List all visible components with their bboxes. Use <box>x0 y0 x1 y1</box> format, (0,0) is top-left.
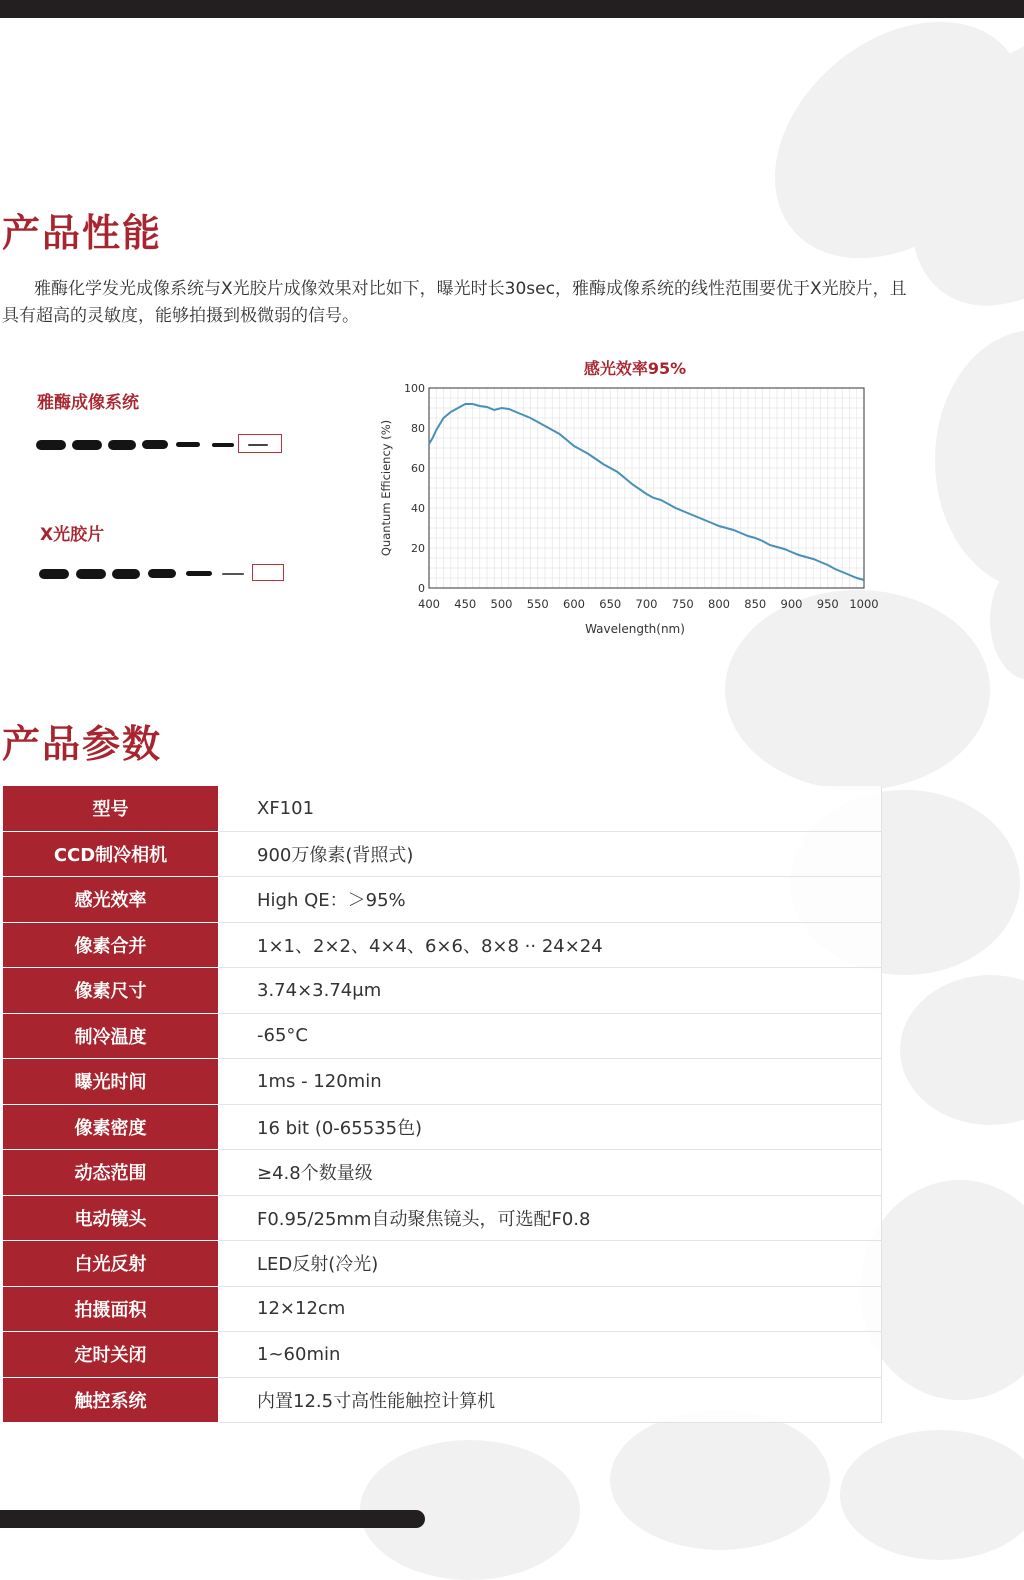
x-tick-label: 500 <box>490 597 513 611</box>
x-tick-label: 800 <box>708 597 730 611</box>
param-key: 型号 <box>3 786 219 831</box>
x-tick-label: 700 <box>635 597 658 611</box>
param-key: 制冷温度 <box>3 1013 219 1059</box>
blot-band <box>108 440 136 450</box>
background-decoration <box>935 330 1024 590</box>
table-row <box>3 831 882 877</box>
top-bar <box>0 0 1024 18</box>
background-decoration <box>610 1410 830 1550</box>
blot-band <box>39 569 69 579</box>
chart-title: 感光效率95% <box>583 359 687 378</box>
x-tick-label: 1000 <box>849 597 879 611</box>
param-key: 定时关闭 <box>3 1332 219 1378</box>
param-value: 1~60min <box>219 1332 882 1378</box>
table-row <box>3 1104 882 1150</box>
table-row <box>3 786 882 831</box>
x-tick-label: 950 <box>816 597 839 611</box>
background-decoration <box>900 975 1024 1125</box>
qe-chart <box>370 352 900 652</box>
label-imaging-system: 雅酶成像系统 <box>37 393 139 413</box>
bottom-bar <box>0 1510 425 1528</box>
intro-paragraph: 雅酶化学发光成像系统与X光胶片成像效果对比如下，曝光时长30sec，雅酶成像系统的线性范围要优于X光胶片，且具有超高的灵敏度，能够拍摄到极微弱的信号。 <box>2 279 907 326</box>
blot-band <box>76 569 106 579</box>
y-axis-ticks <box>404 382 425 595</box>
x-tick-label: 450 <box>454 597 477 611</box>
y-tick-label: 20 <box>411 542 425 555</box>
table-row <box>3 1150 882 1196</box>
param-value: 内置12.5寸高性能触控计算机 <box>219 1377 882 1423</box>
x-tick-label: 850 <box>744 597 767 611</box>
x-tick-label: 550 <box>526 597 549 611</box>
blot-band <box>176 442 200 447</box>
highlight-box <box>252 564 284 581</box>
blot-band <box>186 571 212 576</box>
table-row <box>3 1059 882 1105</box>
table-row <box>3 922 882 968</box>
param-value: LED反射(冷光) <box>219 1241 882 1287</box>
blot-imaging-system <box>36 435 286 455</box>
table-row <box>3 1195 882 1241</box>
param-value: XF101 <box>219 786 882 831</box>
background-decoration <box>840 1430 1024 1560</box>
param-key: 曝光时间 <box>3 1059 219 1105</box>
param-key: 像素尺寸 <box>3 968 219 1014</box>
blot-xray-film <box>36 564 286 584</box>
param-value: 3.74×3.74μm <box>219 968 882 1014</box>
x-tick-label: 650 <box>599 597 622 611</box>
param-key: 像素合并 <box>3 922 219 968</box>
y-tick-label: 0 <box>418 582 425 595</box>
y-axis-label: Quantum Efficiency (%) <box>379 419 393 557</box>
x-tick-label: 750 <box>671 597 694 611</box>
y-tick-label: 100 <box>404 382 425 395</box>
label-xray-film: X光胶片 <box>40 525 105 545</box>
table-row <box>3 1377 882 1423</box>
param-value: F0.95/25mm自动聚焦镜头，可选配F0.8 <box>219 1195 882 1241</box>
param-value: 16 bit (0-65535色) <box>219 1104 882 1150</box>
param-value: ≥4.8个数量级 <box>219 1150 882 1196</box>
table-row <box>3 1241 882 1287</box>
param-key: 拍摄面积 <box>3 1286 219 1332</box>
x-tick-label: 600 <box>563 597 585 611</box>
y-tick-label: 60 <box>411 462 425 475</box>
y-tick-label: 40 <box>411 502 425 515</box>
table-row <box>3 1013 882 1059</box>
blot-band <box>212 443 234 447</box>
param-key: CCD制冷相机 <box>3 831 219 877</box>
param-key: 动态范围 <box>3 1150 219 1196</box>
background-decoration <box>860 1180 1024 1400</box>
param-key: 触控系统 <box>3 1377 219 1423</box>
param-value: 1ms - 120min <box>219 1059 882 1105</box>
blot-band <box>222 573 244 575</box>
y-tick-label: 80 <box>411 422 425 435</box>
table-row <box>3 968 882 1014</box>
table-row <box>3 1286 882 1332</box>
x-tick-label: 400 <box>418 597 440 611</box>
param-key: 像素密度 <box>3 1104 219 1150</box>
chart-grid <box>429 388 864 588</box>
param-key: 感光效率 <box>3 877 219 923</box>
param-value: 12×12cm <box>219 1286 882 1332</box>
param-value: 1×1、2×2、4×4、6×6、8×8 ·· 24×24 <box>219 922 882 968</box>
blot-band <box>36 440 66 450</box>
highlight-box <box>238 434 282 453</box>
param-key: 白光反射 <box>3 1241 219 1287</box>
param-value: 900万像素(背照式) <box>219 831 882 877</box>
blot-band <box>72 440 102 450</box>
param-value: High QE：＞95% <box>219 877 882 923</box>
x-axis-ticks <box>418 597 879 611</box>
x-tick-label: 900 <box>780 597 803 611</box>
section-title-performance: 产品性能 <box>2 211 163 255</box>
section-title-params: 产品参数 <box>2 722 163 766</box>
blot-band <box>148 569 176 578</box>
table-row <box>3 1332 882 1378</box>
x-axis-label: Wavelength(nm) <box>585 622 685 636</box>
param-key: 电动镜头 <box>3 1195 219 1241</box>
blot-band <box>142 440 168 449</box>
params-table <box>3 786 882 1423</box>
blot-band <box>112 569 140 579</box>
table-row <box>3 877 882 923</box>
param-value: -65°C <box>219 1013 882 1059</box>
